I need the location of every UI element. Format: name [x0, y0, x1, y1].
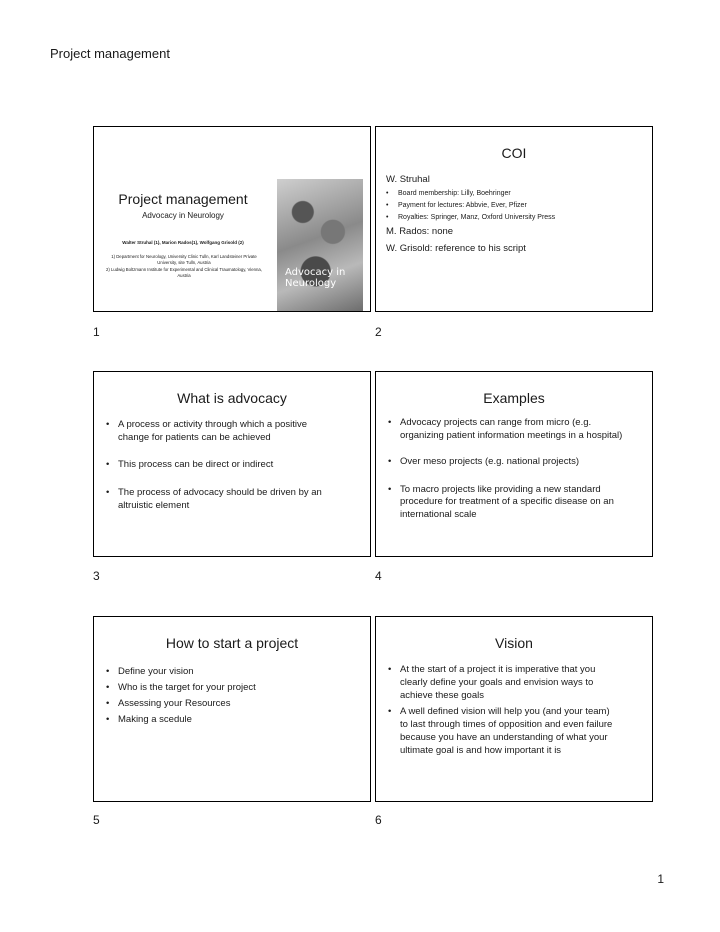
bullet-item: • Who is the target for your project	[106, 680, 346, 696]
slide-number-2: 2	[375, 325, 382, 339]
bullet-item: • Over meso projects (e.g. national projects)	[388, 456, 630, 469]
bullet-item: • Assessing your Resources	[106, 696, 346, 712]
slide-2-person-3: W. Grisold: reference to his script	[386, 243, 526, 254]
slide-number-6: 6	[375, 813, 382, 827]
slide-1-subtitle: Advocacy in Neurology	[142, 211, 224, 220]
slide-1-authors: Walter Struhal (1), Marion Rados(1), Wolfgang Grisold (2)	[122, 240, 244, 245]
slide-2	[375, 126, 653, 312]
slide-6-bullets	[388, 663, 618, 757]
slide-1-affiliation-1: 1) Department for Neurology, University Clinic Tulln, Karl Landsteiner Private University, site Tulln, Austria	[111, 254, 257, 265]
bullet-item: • Advocacy projects can range from micro (e.g. organizing patient information meetings in a hospital)	[388, 417, 630, 442]
book-cover-title: Advocacy in Neurology	[285, 267, 346, 289]
slide-6-title: Vision	[495, 635, 533, 651]
slide-number-3: 3	[93, 569, 100, 583]
bullet-item: • Payment for lectures: Abbvie, Ever, Pfizer	[386, 200, 555, 212]
slide-1-title: Project management	[118, 191, 248, 207]
slide-4-bullets	[388, 417, 630, 521]
bullet-item: • Board membership: Lilly, Boehringer	[386, 188, 555, 200]
page-number: 1	[657, 872, 664, 886]
slide-4	[375, 371, 653, 557]
slide-3	[93, 371, 371, 557]
slide-number-1: 1	[93, 325, 100, 339]
slide-5	[93, 616, 371, 802]
slide-number-5: 5	[93, 813, 100, 827]
slide-6	[375, 616, 653, 802]
slide-5-bullets	[106, 664, 346, 728]
slide-1	[93, 126, 371, 312]
slide-2-bullets	[386, 188, 555, 224]
bullet-item: • At the start of a project it is imperative that you clearly define your goals and envision ways to achieve these goals	[388, 663, 618, 702]
bullet-item: • This process can be direct or indirect	[106, 458, 338, 471]
book-cover-image	[277, 179, 363, 311]
slide-5-title: How to start a project	[165, 635, 299, 651]
bullet-item: • Define your vision	[106, 664, 346, 680]
slide-1-affiliation-2: 2) Ludwig Boltzmann Institute for Experimental and Clinical Traumatology, Vienna, Austria	[105, 267, 263, 278]
slide-2-person-2: M. Rados: none	[386, 226, 454, 237]
bullet-item: • The process of advocacy should be driven by an altruistic element	[106, 486, 338, 512]
slide-4-title: Examples	[483, 390, 545, 406]
page-header: Project management	[50, 46, 170, 61]
bullet-item: • A well defined vision will help you (and your team) to last through times of opposition and even failure because you have an understanding of what your ultimate goal is and how important it is	[388, 705, 618, 757]
bullet-item: • To macro projects like providing a new standard procedure for treatment of a specific disease on an international scale	[388, 484, 630, 522]
slide-3-title: What is advocacy	[177, 390, 287, 406]
slide-number-4: 4	[375, 569, 382, 583]
bullet-item: • Royalties: Springer, Manz, Oxford University Press	[386, 212, 555, 224]
bullet-item: • Making a scedule	[106, 712, 346, 728]
slide-2-title: COI	[501, 145, 527, 161]
bullet-item: • A process or activity through which a positive change for patients can be achieved	[106, 418, 338, 444]
slide-2-person-1: W. Struhal	[386, 174, 430, 185]
slide-3-bullets	[106, 418, 338, 512]
